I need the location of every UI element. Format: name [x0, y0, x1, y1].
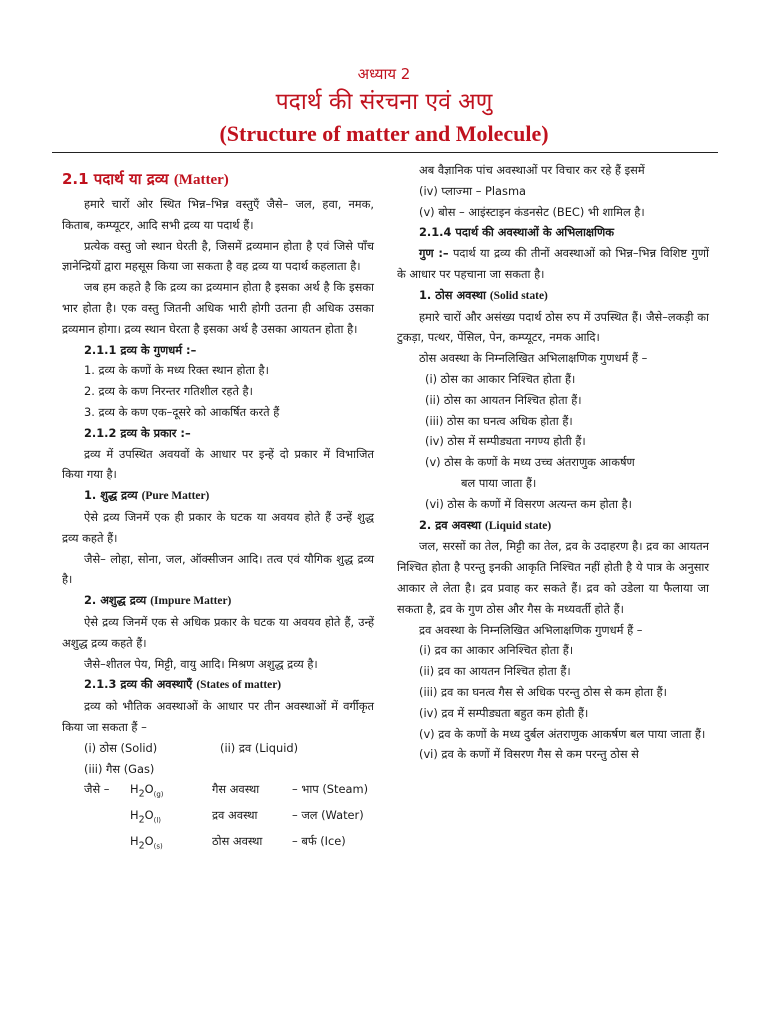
paragraph: द्रव अवस्था के निम्नलिखित अभिलाक्षणिक गुणधर्म हैं –	[419, 622, 643, 637]
list-item: (i) द्रव का आकार अनिश्चित होता हैं।	[419, 643, 574, 658]
chapter-title-english: (Structure of matter and Molecule)	[219, 121, 549, 146]
water-formula: $H_2O_{(l)}$	[130, 808, 162, 826]
liquid-state-hindi: 2. द्रव अवस्था	[419, 517, 482, 532]
subsection-heading-2-1-1: 2.1.1 द्रव्य के गुणधर्म :–	[84, 342, 197, 357]
impure-matter-hindi: 2. अशुद्ध द्रव्य	[84, 593, 147, 608]
list-item: 1. द्रव्य के कणों के मध्य रिक्त स्थान होता है।	[84, 363, 269, 378]
list-item: (vi) द्रव के कणों में विसरण गैस से कम परन्तु ठोस से	[419, 747, 639, 762]
list-item: (v) ठोस के कणों के मध्य उच्च अंतराणुक आकर्षण	[425, 455, 635, 470]
right-column	[397, 160, 709, 765]
paragraph: अब वैज्ञानिक पांच अवस्थाओं पर विचार कर रहे हैं इसमें	[419, 163, 645, 177]
solid-state-english: (Solid state)	[489, 289, 548, 302]
list-item: (ii) ठोस का आयतन निश्चित होता हैं।	[425, 392, 582, 407]
guna-label: गुण :–	[419, 246, 449, 261]
paragraph: हमारे चारों और असंख्य पदार्थ ठोस रुप में उपस्थित हैं। जैसे–लकड़ी का टुकड़ा, पत्थर, पेंसिल, पेन, कम्प्यूटर, नमक आदि।	[397, 309, 709, 345]
solid-state-heading	[397, 285, 709, 307]
example-row-liquid	[62, 805, 374, 831]
guna-text: पदार्थ या द्रव्य की तीनों अवस्थाओं को भिन्न–भिन्न विशिष्ट गुणों के आधार पर पहचाना जा सकता है।	[397, 246, 709, 281]
paragraph: प्रत्येक वस्तु जो स्थान घेरती है, जिसमें द्रव्यमान होता है एवं जिसे पाँच ज्ञानेन्द्रियों द्वारा महसूस किया जा सकता है वह द्रव्य या पदार्थ कहलाता है।	[62, 238, 374, 274]
states-heading-hindi: 2.1.3 द्रव्य की अवस्थाएँ	[84, 677, 193, 692]
list-item: (ii) द्रव का आयतन निश्चित होता हैं।	[419, 664, 571, 679]
paragraph: (v) बोस – आइंस्टाइन कंडनसेट (BEC) भी शामिल है।	[419, 204, 645, 219]
pure-matter-hindi: 1. शुद्ध द्रव्य	[84, 488, 138, 503]
paragraph: हमारे चारों ओर स्थित भिन्न–भिन्न वस्तुएँ जैसे– जल, हवा, नमक, किताब, कम्प्यूटर, आदि सभी द्रव्य या पदार्थ हैं।	[62, 197, 374, 232]
paragraph: द्रव्य में उपस्थित अवयवों के आधार पर इन्हें दो प्रकार में विभाजित किया गया है।	[62, 446, 374, 482]
pure-matter-heading	[62, 485, 374, 507]
state-result: – जल (Water)	[292, 808, 364, 823]
liquid-state-english: (Liquid state)	[485, 519, 552, 532]
list-item-continuation: बल पाया जाता हैं।	[461, 475, 537, 490]
paragraph: जैसे–शीतल पेय, मिट्टी, वायु आदि। मिश्रण अशुद्ध द्रव्य है।	[84, 656, 318, 671]
states-heading-english: (States of matter)	[196, 679, 282, 692]
chapter-label: अध्याय 2	[357, 65, 411, 83]
solid-state-hindi: 1. ठोस अवस्था	[419, 287, 486, 302]
paragraph: जैसे– लोहा, सोना, जल, ऑक्सीजन आदि। तत्व एवं यौगिक शुद्ध द्रव्य है।	[62, 551, 374, 587]
header-divider	[52, 152, 718, 153]
state-result: – बर्फ (Ice)	[292, 834, 346, 849]
list-item: (vi) ठोस के कणों में विसरण अत्यन्त कम होता है।	[425, 496, 632, 511]
state-solid: (i) ठोस (Solid)	[84, 740, 158, 755]
pure-matter-english: (Pure Matter)	[141, 490, 210, 503]
paragraph: द्रव्य को भौतिक अवस्थाओं के आधार पर तीन अवस्थाओं में वर्गीकृत किया जा सकता हैं –	[62, 699, 374, 734]
list-item: 3. द्रव्य के कण एक–दूसरे को आकर्षित करते हैं	[84, 404, 280, 419]
paragraph: ऐसे द्रव्य जिनमें एक से अधिक प्रकार के घटक या अवयव होते हैं, उन्हें अशुद्ध द्रव्य कहते हैं।	[62, 614, 374, 650]
section-heading-2-1	[62, 168, 374, 191]
subsection-heading-2-1-2: 2.1.2 द्रव्य के प्रकार :–	[84, 425, 191, 440]
state-name: द्रव अवस्था	[212, 808, 258, 823]
state-name: गैस अवस्था	[212, 782, 260, 797]
impure-matter-heading	[62, 590, 374, 612]
paragraph: जल, सरसों का तेल, मिट्टी का तेल, द्रव के उदाहरण है। द्रव का आयतन निश्चित होता है परन्तु इनकी आकृति निश्चित नहीं होती है ये पात्र के अनुसार आकार ले लेता है। द्रव प्रवाह कर सकते हैं। द्रव को उडेला या फैलाया जा सकता है, द्रव के गुण ठोस और गैस के मध्यवर्ती होते हैं।	[397, 539, 709, 616]
list-item: (iv) द्रव में सम्पीड्यता बहुत कम होती हैं।	[419, 705, 589, 720]
state-name: ठोस अवस्था	[212, 834, 263, 849]
list-item: (iii) द्रव का घनत्व गैस से अधिक परन्तु ठोस से कम होता हैं।	[419, 684, 667, 699]
list-item: 2. द्रव्य के कण निरन्तर गतिशील रहते है।	[84, 384, 253, 399]
phase-subscript: (s)	[153, 842, 163, 851]
list-item: (v) द्रव के कणों के मध्य दुर्बल अंतराणुक आकर्षण बल पाया जाता हैं।	[419, 726, 706, 741]
paragraph: जब हम कहते है कि द्रव्य का द्रव्यमान होता है इसका अर्थ है कि इसका भार होता है। एक वस्तु जितनी अधिक भारी होगी उतना ही अधिक उसका द्रव्यमान होगा। द्रव्य स्थान घेरता है इसका अर्थ है उसका आयतन होता है।	[62, 280, 374, 336]
section-heading-english: (Matter)	[173, 172, 229, 188]
liquid-state-heading	[397, 515, 709, 537]
list-item: (iv) प्लाज्मा – Plasma	[419, 183, 527, 198]
phase-subscript: (l)	[153, 816, 162, 825]
left-column	[62, 160, 374, 858]
state-liquid: (ii) द्रव (Liquid)	[220, 740, 299, 755]
example-row-solid	[62, 831, 374, 857]
state-gas: (iii) गैस (Gas)	[84, 761, 155, 776]
section-heading-hindi: 2.1 पदार्थ या द्रव्य	[62, 170, 169, 188]
list-item: (iii) ठोस का घनत्व अधिक होता हैं।	[425, 413, 573, 428]
chapter-title-hindi: पदार्थ की संरचना एवं अणु	[275, 89, 493, 115]
chapter-header	[0, 64, 768, 148]
example-prefix: जैसे –	[84, 782, 110, 797]
list-item: (iv) ठोस में सम्पीड्यता नगण्य होती हैं।	[425, 434, 586, 449]
phase-subscript: (g)	[153, 790, 164, 799]
subsection-heading-2-1-3	[62, 674, 374, 696]
subsection-heading-2-1-4: 2.1.4 पदार्थ की अवस्थाओं के अभिलाक्षणिक	[419, 225, 614, 240]
example-row-gas	[62, 779, 374, 805]
state-result: – भाप (Steam)	[292, 782, 369, 797]
water-formula: $H_2O_{(g)}$	[130, 782, 164, 800]
water-formula: $H_2O_{(s)}$	[130, 834, 163, 852]
paragraph	[397, 243, 709, 285]
states-list-row	[62, 738, 374, 759]
paragraph: ऐसे द्रव्य जिनमें एक ही प्रकार के घटक या अवयव होते हैं उन्हें शुद्ध द्रव्य कहते हैं।	[62, 509, 374, 545]
paragraph: ठोस अवस्था के निम्नलिखित अभिलाक्षणिक गुणधर्म हैं –	[419, 351, 648, 366]
list-item: (i) ठोस का आकार निश्चित होता हैं।	[425, 371, 576, 386]
impure-matter-english: (Impure Matter)	[150, 595, 232, 608]
